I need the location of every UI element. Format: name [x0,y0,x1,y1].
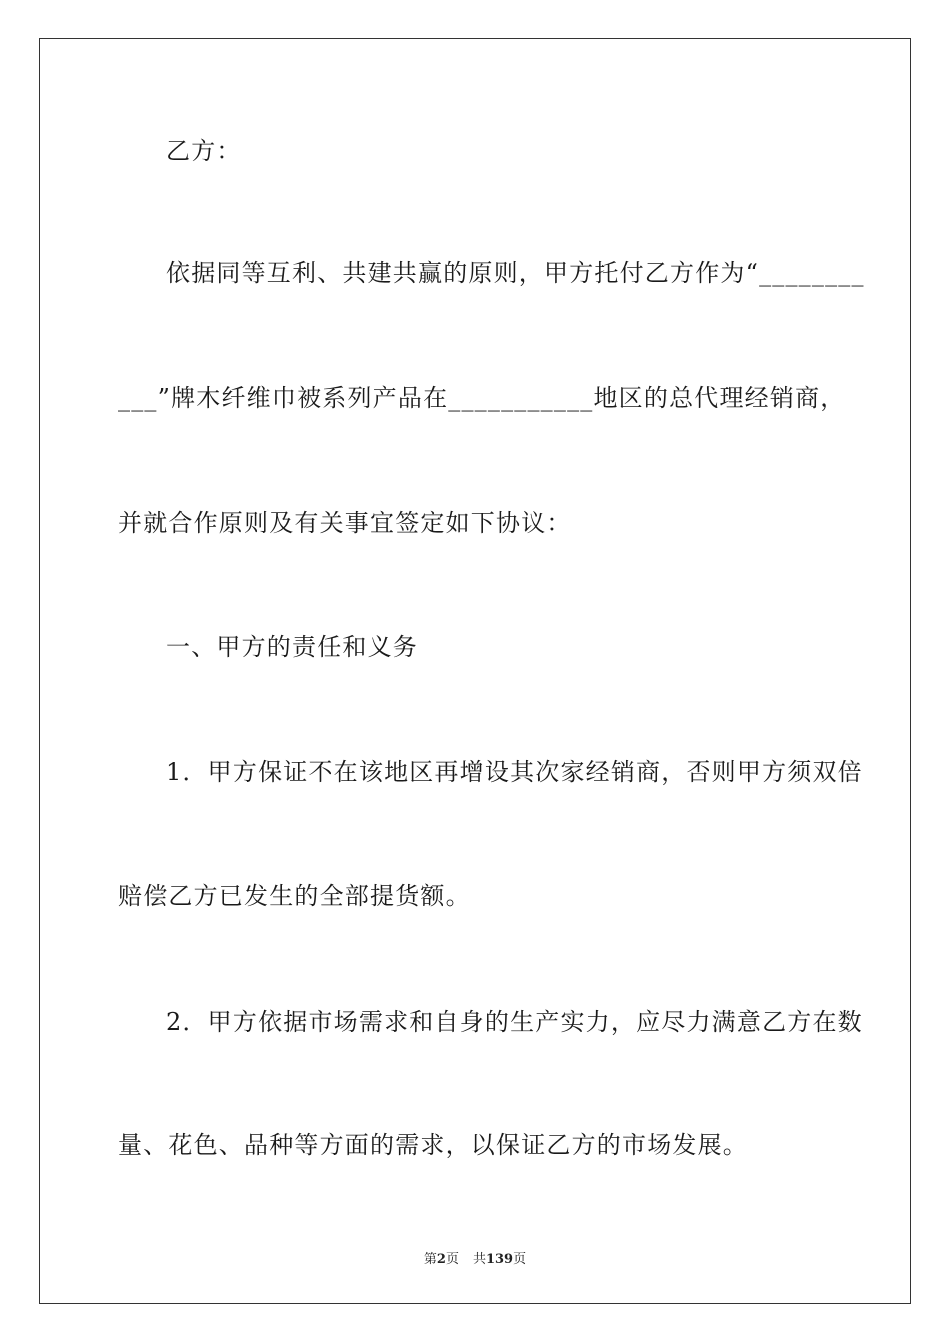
text-line-intro-1: 依据同等互利、共建共赢的原则，甲方托付乙方作为“________ [166,259,865,287]
text-line-clause-1b: 赔偿乙方已发生的全部提货额。 [118,882,471,910]
text-line-clause-2a: 2．甲方依据市场需求和自身的生产实力，应尽力满意乙方在数 [166,1008,863,1036]
footer-page-prefix: 第 [423,1252,437,1267]
text-line-intro-2: ___”牌木纤维巾被系列产品在___________地区的总代理经销商， [118,384,846,412]
section-heading-party-a-duties: 一、甲方的责任和义务 [166,633,418,661]
footer-total-pages: 139 [485,1252,514,1267]
page-footer [0,1248,950,1267]
text-line-intro-3: 并就合作原则及有关事宜签定如下协议： [118,509,572,537]
footer-page-number: 2 [436,1252,446,1267]
footer-total-suffix: 页 [513,1252,527,1267]
text-line-clause-2b: 量、花色、品种等方面的需求，以保证乙方的市场发展。 [118,1131,748,1159]
text-line-party-b: 乙方： [166,137,242,165]
text-line-clause-1a: 1．甲方保证不在该地区再增设其次家经销商，否则甲方须双倍 [166,758,863,786]
page-frame [39,38,911,1304]
footer-page-suffix: 页 [445,1252,459,1267]
footer-total-prefix: 共 [472,1252,486,1267]
